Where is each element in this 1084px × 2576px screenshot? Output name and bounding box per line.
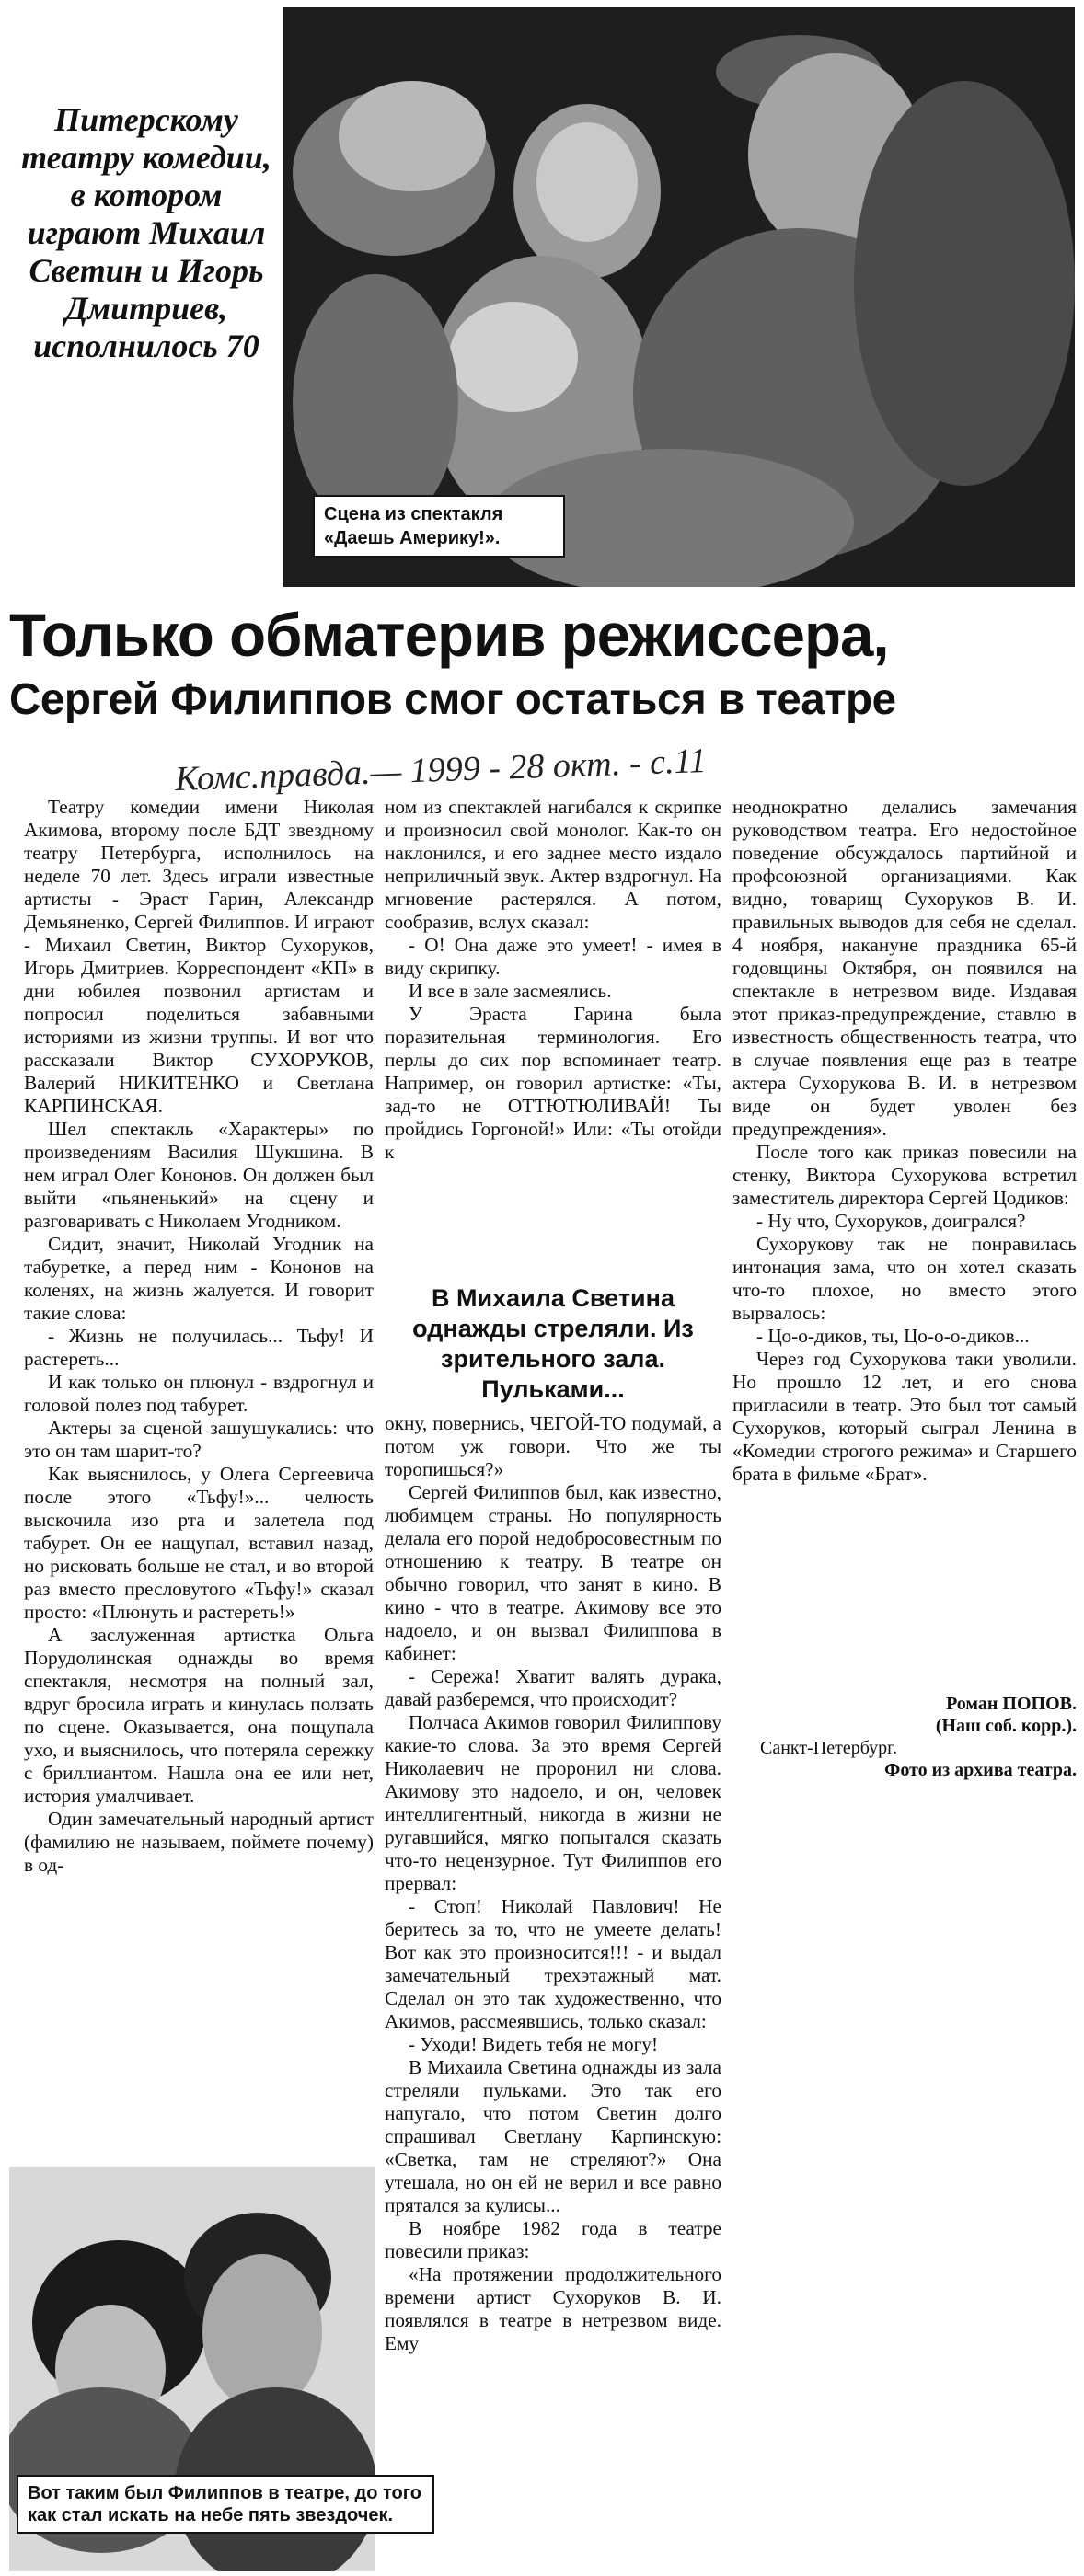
article-column-1 xyxy=(24,796,374,2167)
author-name: Роман ПОПОВ. xyxy=(946,1694,1077,1714)
photo-credit: Фото из архива театра. xyxy=(884,1760,1077,1780)
paragraph: - Уходи! Видеть тебя не могу! xyxy=(409,2033,659,2055)
paragraph: У Эраста Гарина была поразительная терминология. Его перлы до сих пор вспоминает театр. Например, он говорил артистке: «Ты, зад-то не ОТТЮТЮЛИВАЙ! Ты пройдись Горгоной!» Или: «Ты отойди к xyxy=(385,1003,721,1163)
kicker-text: Питерскому театру комедии, в котором играют Михаил Светин и Игорь Дмитриев, исполнилось 70 xyxy=(21,101,271,364)
paragraph: окну, повернись, ЧЕГОЙ-ТО подумай, а потом уж говори. Что же ты торопишься?» xyxy=(385,1412,721,1480)
paragraph: После того как приказ повесили на стенку, Виктора Сухорукова встретил заместитель директора Сергей Цодиков: xyxy=(732,1141,1077,1209)
article-column-2-top xyxy=(385,796,721,1164)
article-column-2-bottom xyxy=(385,1412,721,2567)
byline xyxy=(732,1693,1077,1781)
paragraph: «На протяжении продолжительного времени артист Сухоруков В. И. появлялся в театре в нетрезвом виде. Ему xyxy=(385,2263,721,2354)
paragraph: В ноябре 1982 года в театре повесили приказ: xyxy=(385,2217,721,2262)
paragraph: неоднократно делались замечания руководством театра. Его недостойное поведение обсуждалось партийной и профсоюзной организациями. Как видно, товарищ Сухоруков В. И. правильных выводов для себя не сделал. 4 ноября, накануне праздника 65-й годовщины Октября, он появился на спектакле в нетрезвом виде. Издавая этот приказ-предупреждение, ставлю в известность общественность театра, что в случае появления еще раз в театре актера Сухорукова В. И. в нетрезвом виде он будет уволен без предупреждения». xyxy=(732,796,1077,1140)
headline-line-1: Только обматерив режиссера, xyxy=(9,601,889,669)
headline-line-2: Сергей Филиппов смог остаться в театре xyxy=(9,675,896,724)
paragraph: Сидит, значит, Николай Угодник на табуретке, а перед ним - Кононов на коленях, на жизнь жалуется. И говорит такие слова: xyxy=(24,1233,374,1324)
headline xyxy=(9,598,1077,729)
paragraph: И все в зале засмеялись. xyxy=(409,980,612,1002)
paragraph: - Цо-о-диков, ты, Цо-о-о-диков... xyxy=(756,1325,1030,1347)
author-affiliation: (Наш соб. корр.). xyxy=(935,1716,1077,1736)
article-column-3 xyxy=(732,796,1077,1486)
dateline-city: Санкт-Петербург. xyxy=(760,1738,898,1758)
paragraph: Полчаса Акимов говорил Филиппову какие-то слова. За это время Сергей Николаевич не проронил ни слова. Акимову это надоело, и он, человек интеллигентный, никогда в жизни не ругавшийся, мягко попытался сказать что-то нецензурное. Тут Филиппов его прервал: xyxy=(385,1711,721,1894)
paragraph: Актеры за сценой зашушукались: что это он там шарит-то? xyxy=(24,1417,374,1462)
paragraph: - О! Она даже это умеет! - имея в виду скрипку. xyxy=(385,934,721,979)
top-photo-caption: Сцена из спектакля «Даешь Америку!». xyxy=(313,495,565,558)
paragraph: Один замечательный народный артист (фамилию не называем, поймете почему) в од- xyxy=(24,1808,374,1876)
bottom-photo-caption: Вот таким был Филиппов в театре, до того как стал искать на небе пять звездочек. xyxy=(17,2475,434,2534)
paragraph: Через год Сухорукова таки уволили. Но прошло 12 лет, и его снова пригласили в театр. Это был тот самый Сухоруков, который сыграл Ленина в «Комедии строгого режима» и Старшего брата в фильме «Брат». xyxy=(732,1348,1077,1485)
paragraph: Театру комедии имени Николая Акимова, второму после БДТ звездному театру Петербурга, исполнилось на неделе 70 лет. Здесь играли известные артисты - Эраст Гарин, Александр Демьяненко, Сергей Филиппов. И играют - Михаил Светин, Виктор Сухоруков, Игорь Дмитриев. Корреспондент «КП» в дни юбилея позвонил артистам и попросил поделиться забавными историями из жизни труппы. И вот что рассказали Виктор СУХОРУКОВ, Валерий НИКИТЕНКО и Светлана КАРПИНСКАЯ. xyxy=(24,796,374,1117)
pull-quote: В Михаила Светина однажды стреляли. Из зрительного зала. Пульками... xyxy=(412,1284,694,1403)
paragraph: ном из спектаклей нагибался к скрипке и произносил свой монолог. Как-то он наклонился, и его заднее место издало неприличный звук. Актер вздрогнул. На мгновение растерялся. А потом, сообразив, вслух сказал: xyxy=(385,796,721,933)
paragraph: А заслуженная артистка Ольга Порудолинская однажды во время спектакля, несмотря на полный зал, вдруг бросила играть и кинулась ползать по сцене. Оказывается, она пощупала ухо, и выяснилось, что потеряла сережку с бриллиантом. Нашла она ее или нет, история умалчивает. xyxy=(24,1624,374,1807)
paragraph: Сергей Филиппов был, как известно, любимцем страны. Но популярность делала его порой недобросовестным по отношению к театру. В театре он обычно говорил, что занят в кино. В кино - что в театре. Акимову все это надоело, и он вызвал Филиппова в кабинет: xyxy=(385,1481,721,1664)
handwritten-source-note: Комс.правда.— 1999 - 28 окт. - с.11 xyxy=(174,741,708,799)
paragraph: Как выяснилось, у Олега Сергеевича после этого «Тьфу!»... челюсть выскочила изо рта и залетела под табурет. Он ее нащупал, вставил назад, но рисковать больше не стал, и во второй раз вместо пресловутого «Тьфу!» сказал просто: «Плюнуть и растереть!» xyxy=(24,1463,374,1623)
paragraph: - Стоп! Николай Павлович! Не беритесь за то, что не умеете делать! Вот как это произносится!!! - и выдал замечательный трехэтажный мат. Сделал он это так художественно, что Акимов, рассмеявшись, только сказал: xyxy=(385,1895,721,2032)
paragraph: - Жизнь не получилась... Тьфу! И растереть... xyxy=(24,1325,374,1370)
paragraph: - Сережа! Хватит валять дурака, давай разберемся, что происходит? xyxy=(385,1665,721,1710)
paragraph: Шел спектакль «Характеры» по произведениям Василия Шукшина. В нем играл Олег Кононов. Он должен был выйти «пьяненький» на сцену и разговаривать с Николаем Угодником. xyxy=(24,1118,374,1232)
paragraph: - Ну что, Сухоруков, доигрался? xyxy=(756,1210,1026,1232)
paragraph: Сухорукову так не понравилась интонация зама, что он хотел сказать что-то плохое, но вместо этого вырвалось: xyxy=(732,1233,1077,1324)
paragraph: И как только он плюнул - вздрогнул и головой полез под табурет. xyxy=(24,1371,374,1416)
paragraph: В Михаила Светина однажды из зала стреляли пульками. Это так его напугало, что потом Светин долго спрашивал Светлану Карпинскую: «Светка, там не стреляют?» Она утешала, но он ей не верил и все равно прятался за кулисы... xyxy=(385,2056,721,2216)
